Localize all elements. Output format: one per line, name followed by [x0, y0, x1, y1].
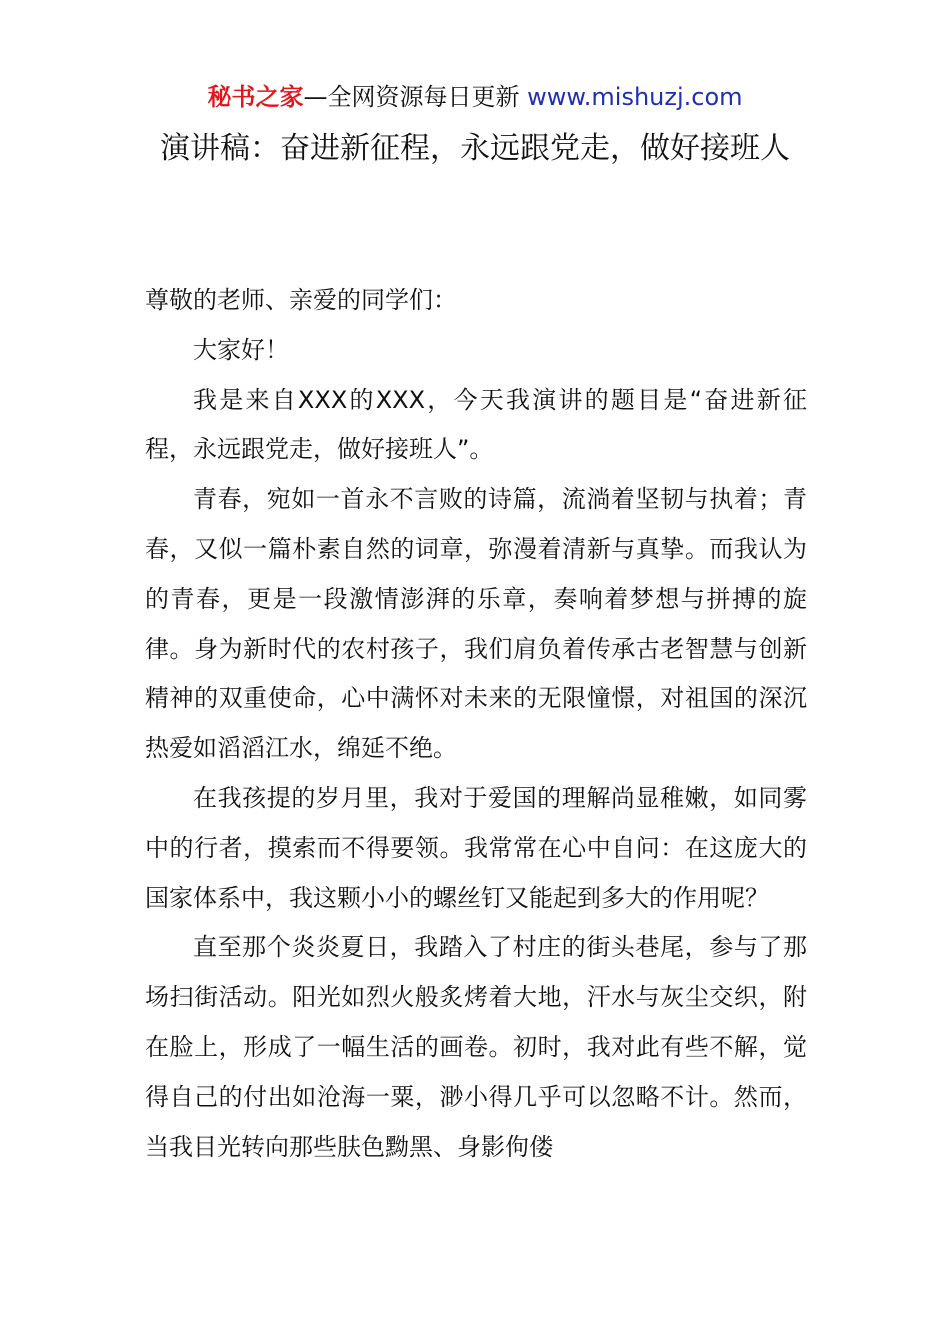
document-title: 演讲稿：奋进新征程，永远跟党走，做好接班人	[160, 131, 790, 166]
paragraph: 直至那个炎炎夏日，我踏入了村庄的街头巷尾，参与了那场扫街活动。阳光如烈火般炙烤着大地，汗水与灰尘交织，附在脸上，形成了一幅生活的画卷。初时，我对此有些不解，觉得自己的付出如沧海一粟，渺小得几乎可以忽略不计。然而，当我目光转向那些肤色黝黑、身影佝偻	[145, 933, 807, 1161]
document-body	[145, 276, 807, 1172]
site-url-link[interactable]: www.mishuzj.com	[527, 83, 743, 111]
site-tagline: —全网资源每日更新	[303, 83, 520, 111]
site-header	[0, 82, 950, 112]
salutation: 尊敬的老师、亲爱的同学们：	[145, 286, 457, 314]
paragraph: 青春，宛如一首永不言败的诗篇，流淌着坚韧与执着；青春，又似一篇朴素自然的词章，弥漫着清新与真挚。而我认为的青春，更是一段激情澎湃的乐章，奏响着梦想与拼搏的旋律。身为新时代的农村孩子，我们肩负着传承古老智慧与创新精神的双重使命，心中满怀对未来的无限憧憬，对祖国的深沉热爱如滔滔江水，绵延不绝。	[145, 485, 807, 763]
paragraph: 我是来自XXX的XXX，今天我演讲的题目是“奋进新征程，永远跟党走，做好接班人”。	[145, 385, 807, 464]
paragraph: 在我孩提的岁月里，我对于爱国的理解尚显稚嫩，如同雾中的行者，摸索而不得要领。我常常在心中自问：在这庞大的国家体系中，我这颗小小的螺丝钉又能起到多大的作用呢？	[145, 783, 807, 912]
site-brand: 秘书之家	[207, 83, 304, 111]
paragraph: 大家好！	[193, 335, 289, 364]
